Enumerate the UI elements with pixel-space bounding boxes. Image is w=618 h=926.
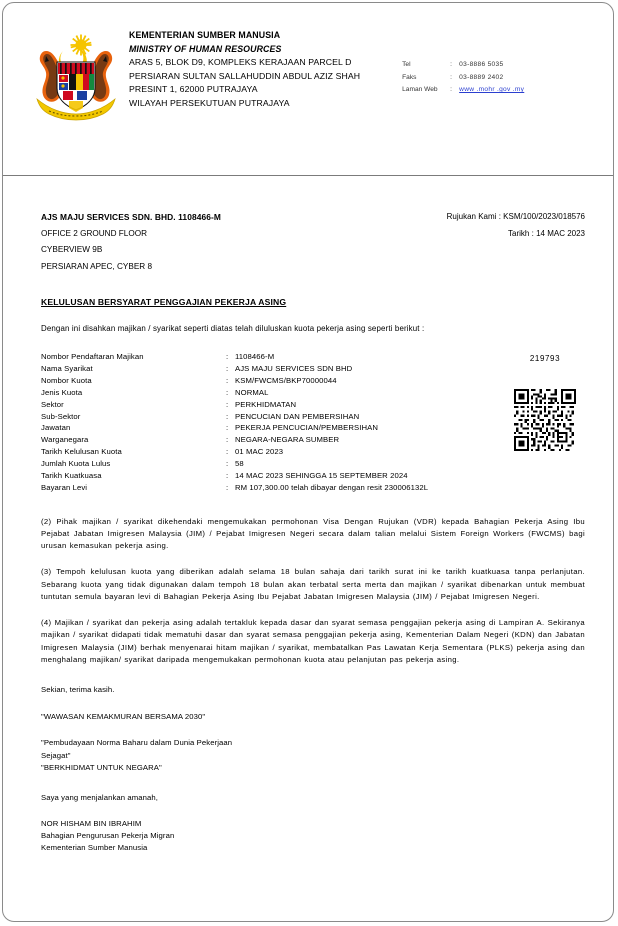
reference-colon: :: [498, 212, 501, 221]
detail-label: Warganegara: [41, 435, 89, 445]
web-label: Laman Web: [402, 86, 438, 94]
detail-colon: :: [226, 482, 229, 492]
ministry-address-line-4: WILAYAH PERSEKUTUAN PUTRAJAYA: [129, 97, 290, 108]
detail-label: Sektor: [41, 399, 64, 409]
intro-text: Dengan ini disahkan majikan / syarikat seperti diatas telah diluluskan kuota pekerja asing seperti berikut :: [41, 324, 425, 333]
paragraph-3: (3) Tempoh kelulusan kuota yang diberikan adalah selama 18 bulan sahaja dari tarikh surat ini ke tarikh kuatkuasa tanpa perlanjutan. Sebarang kuota yang tidak digunakan dalam tempoh 18 bulan akan terbatal serta merta dan majikan / syarikat dibenarkan untuk membuat tuntutan semula bayaran levi di Bahagian Pekerja Asing Ibu Pejabat Jabatan Imigresen Malaysia (JIM) / Pejabat Imigresen Negeri.: [41, 567, 585, 601]
detail-colon: :: [226, 459, 229, 469]
contact-row-web: [402, 84, 524, 97]
detail-colon: :: [226, 363, 229, 373]
header-divider: [3, 175, 613, 176]
reference-block: [447, 209, 585, 242]
detail-label: Tarikh Kuatkuasa: [41, 471, 102, 481]
slogan-block: [41, 737, 585, 774]
quota-details-table: [41, 351, 585, 494]
detail-label: Nama Syarikat: [41, 363, 93, 373]
fax-label: Faks: [402, 73, 417, 81]
detail-label: Tarikh Kelulusan Kuota: [41, 447, 122, 457]
detail-value: NORMAL: [235, 387, 269, 397]
qr-section: [507, 354, 583, 451]
malaysia-coat-of-arms-icon: [33, 25, 119, 121]
detail-label: Bayaran Levi: [41, 482, 88, 492]
detail-row: [41, 434, 585, 446]
detail-colon: :: [226, 435, 229, 445]
signer-name: NOR HISHAM BIN IBRAHIM: [41, 818, 142, 828]
detail-colon: :: [226, 411, 229, 421]
detail-row: [41, 458, 585, 470]
detail-row: [41, 351, 585, 363]
detail-colon: :: [226, 352, 229, 361]
contact-details: [402, 25, 524, 97]
detail-value: PENCUCIAN DAN PEMBERSIHAN: [235, 411, 360, 421]
signoff-text: Saya yang menjalankan amanah,: [41, 792, 159, 802]
paragraph-4: (4) Majikan / syarikat dan pekerja asing adalah tertakluk kepada dasar dan syarat semasa penggajian pekerja asing di Lampiran A. Sekiranya majikan / syarikat didapati tidak mematuhi dasar dan syarat semasa penggajian pekerja asing, Kementerian Dalam Negeri (KDN) dan Jabatan Imigresen Malaysia (JIM) berhak menyenarai hitam majikan / syarikat, membatalkan Pas Lawatan Kerja Sementara (PLKS) pekerja asing dan menghalang majikan/ syarikat daripada mengemukakan permohonan kuota atau pelanjutan pas pekerja asing.: [41, 618, 585, 664]
detail-colon: :: [226, 375, 229, 385]
detail-value: RM 107,300.00 telah dibayar dengan resit 230006132L: [235, 482, 429, 492]
detail-colon: :: [226, 399, 229, 409]
signer-ministry: Kementerian Sumber Manusia: [41, 843, 148, 853]
detail-row: [41, 375, 585, 387]
date-label: Tarikh: [508, 228, 530, 238]
detail-row: [41, 482, 585, 494]
detail-colon: :: [226, 447, 229, 457]
detail-value: 58: [235, 459, 244, 469]
reference-number-row: [447, 209, 585, 226]
ministry-name-en: MINISTRY OF HUMAN RESOURCES: [129, 43, 282, 54]
closing-thanks: Sekian, terima kasih.: [41, 684, 115, 694]
detail-value: 01 MAC 2023: [235, 447, 284, 457]
detail-row: [41, 399, 585, 411]
ministry-address-line-2: PERSIARAN SULTAN SALLAHUDDIN ABDUL AZIZ SHAH: [129, 70, 361, 81]
addressee-line-4: PERSIARAN APEC, CYBER 8: [41, 261, 153, 271]
detail-value: NEGARA-NEGARA SUMBER: [235, 435, 340, 445]
slogan-norma-line-2: Sejagat": [41, 750, 71, 760]
qr-code-icon: [514, 389, 576, 451]
slogan-wawasan: "WAWASAN KEMAKMURAN BERSAMA 2030": [41, 712, 206, 722]
detail-label: Nombor Kuota: [41, 375, 92, 385]
detail-label: Jenis Kuota: [41, 387, 83, 397]
ministry-address-line-3: PRESINT 1, 62000 PUTRAJAYA: [129, 84, 258, 95]
detail-value: PEKERJA PENCUCIAN/PEMBERSIHAN: [235, 423, 379, 433]
slogan-norma-line-1: "Pembudayaan Norma Baharu dalam Dunia Pekerjaan: [41, 738, 233, 748]
slogan-berkhidmat: "BERKHIDMAT UNTUK NEGARA": [41, 763, 162, 773]
contact-row-fax: [402, 72, 524, 85]
detail-value: PERKHIDMATAN: [235, 399, 297, 409]
contact-row-tel: [402, 59, 524, 72]
addressee-line-3: CYBERVIEW 9B: [41, 245, 103, 254]
detail-colon: :: [226, 423, 229, 433]
letter-page: [2, 2, 614, 922]
reference-label: Rujukan Kami: [446, 212, 497, 221]
detail-label: Jawatan: [41, 423, 71, 433]
ministry-address-line-1: ARAS 5, BLOK D9, KOMPLEKS KERAJAAN PARCEL D: [129, 57, 352, 68]
addressee-company: AJS MAJU SERVICES SDN. BHD. 1108466-M: [41, 212, 221, 222]
tel-label: Tel: [402, 61, 411, 68]
reference-value: KSM/100/2023/018576: [503, 212, 585, 221]
ministry-name-bm: KEMENTERIAN SUMBER MANUSIA: [129, 30, 281, 40]
detail-row: [41, 422, 585, 434]
detail-row: [41, 446, 585, 458]
detail-value: KSM/FWCMS/BKP70000044: [235, 375, 337, 385]
detail-row: [41, 363, 585, 375]
page-title: KELULUSAN BERSYARAT PENGGAJIAN PEKERJA ASING: [41, 297, 287, 307]
details-rows: [41, 351, 585, 494]
detail-colon: :: [226, 471, 229, 481]
detail-label: Jumlah Kuota Lulus: [41, 459, 111, 469]
tel-value: 03-8886 5035: [459, 61, 504, 68]
fax-colon: :: [450, 73, 452, 81]
detail-value: 1108466-M: [235, 352, 275, 361]
detail-value: 14 MAC 2023 SEHINGGA 15 SEPTEMBER 2024: [235, 471, 408, 481]
detail-label: Sub-Sektor: [41, 411, 81, 421]
web-colon: :: [450, 86, 452, 94]
letterhead: [3, 3, 613, 121]
detail-row: [41, 470, 585, 482]
addressee-line-2: OFFICE 2 GROUND FLOOR: [41, 228, 147, 238]
tel-colon: :: [450, 61, 452, 68]
date-colon: :: [531, 228, 534, 238]
detail-colon: :: [226, 387, 229, 397]
date-row: [447, 226, 585, 243]
detail-label: Nombor Pendaftaran Majikan: [41, 352, 144, 361]
qr-number: 219793: [529, 354, 561, 363]
signature-block: [41, 818, 585, 855]
detail-row: [41, 387, 585, 399]
fax-value: 03-8889 2402: [459, 73, 504, 81]
detail-value: AJS MAJU SERVICES SDN BHD: [235, 363, 353, 373]
website-link[interactable]: www .mohr .gov .my: [459, 86, 525, 94]
signer-division: Bahagian Pengurusan Pekerja Migran: [41, 830, 175, 840]
date-value: 14 MAC 2023: [536, 228, 585, 238]
detail-row: [41, 411, 585, 423]
addressee-and-reference: [41, 209, 585, 281]
paragraph-2: (2) Pihak majikan / syarikat dikehendaki mengemukakan permohonan Visa Dengan Rujukan (VDR) kepada Bahagian Pekerja Asing Ibu Pejabat Jabatan Imigresen Malaysia (JIM) / Pejabat Imigresen Negeri secara dalam talian melalui Sistem Foreign Workers (FWCMS) bagi urusan kemasukan pekerja asing.: [41, 516, 585, 551]
